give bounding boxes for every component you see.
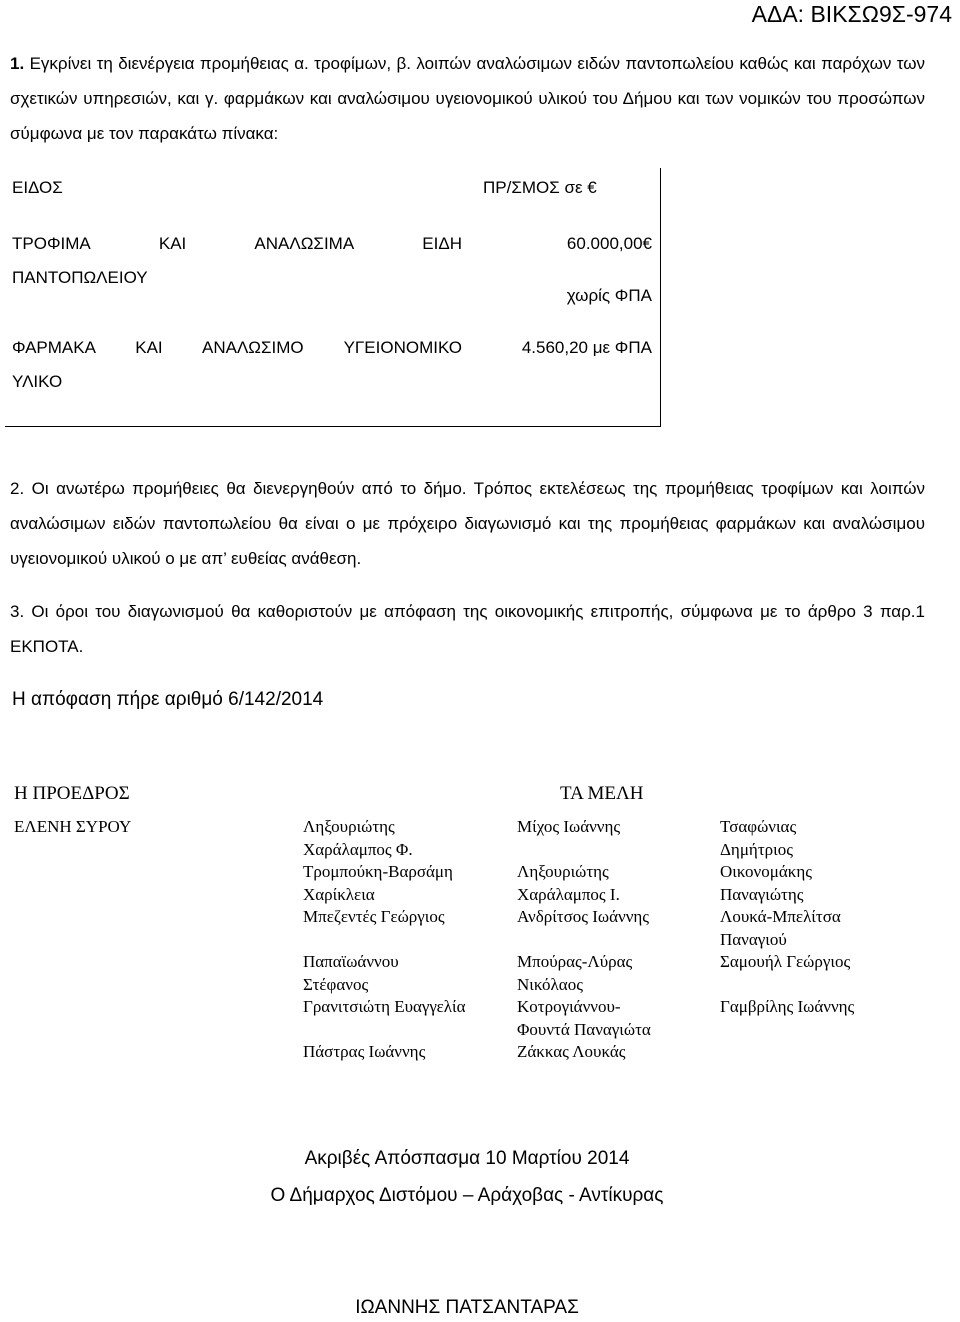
member-line: Φουντά Παναγιώτα (517, 1019, 651, 1039)
row1-item-line1: ΤΡΟΦΙΜΑ ΚΑΙ ΑΝΑΛΩΣΙΜΑ ΕΙΔΗ (12, 234, 462, 253)
member-line: Γρανιτσιώτη Ευαγγελία (303, 997, 466, 1016)
member-line: Γαμβρίλης Ιωάννης (720, 997, 855, 1016)
accurate-extract-line: Ακριβές Απόσπασμα 10 Μαρτίου 2014 (304, 1148, 630, 1169)
member-line (720, 974, 854, 997)
member-line (303, 1019, 466, 1042)
member-line: Μίχος Ιωάννης (517, 817, 621, 836)
item-3-text: Οι όροι του διαγωνισμού θα καθοριστούν με απόφαση της οικονομικής επιτροπής, σύμφωνα με το άρθρο 3 παρ.1 ΕΚΠΟΤΑ. (10, 602, 925, 656)
member-line: Τρομπούκη-Βαρσάμη (303, 862, 453, 881)
member-line (720, 1019, 854, 1042)
president-title: Η ΠΡΟΕΔΡΟΣ (14, 783, 130, 804)
item-3 (10, 594, 925, 664)
decision-number: Η απόφαση πήρε αριθμό 6/142/2014 (12, 689, 324, 710)
member-line (517, 839, 651, 862)
member-line (303, 929, 466, 952)
item-2 (10, 471, 925, 576)
member-line: Τσαφώνιας (720, 817, 797, 836)
members-column-2 (517, 816, 651, 1064)
member-line: Σαμουήλ Γεώργιος (720, 952, 851, 971)
member-line: Λουκά-Μπελίτσα (720, 907, 841, 926)
item-3-number: 3. (10, 602, 25, 621)
mayor-title: Ο Δήμαρχος Διστόμου – Αράχοβας - Αντίκυρας (270, 1185, 664, 1206)
row2-item-line1: ΦΑΡΜΑΚΑ ΚΑΙ ΑΝΑΛΩΣΙΜΟ ΥΓΕΙΟΝΟΜΙΚΟ (12, 338, 462, 357)
president-name: ΕΛΕΝΗ ΣΥΡΟΥ (14, 817, 132, 836)
members-title: ΤΑ ΜΕΛΗ (560, 783, 644, 804)
member-line: Νικόλαος (517, 974, 583, 994)
ada-code: ΑΔΑ: ΒΙΚΣΩ9Σ-974 (751, 1, 952, 27)
budget-table (5, 168, 661, 427)
table-header-amount: ΠΡ/ΣΜΟΣ σε € (483, 178, 597, 197)
member-line: Κοτρογιάννου- (517, 997, 621, 1016)
member-line: Μπεζεντές Γεώργιος (303, 907, 445, 926)
mayor-name: ΙΩΑΝΝΗΣ ΠΑΤΣΑΝΤΑΡΑΣ (355, 1297, 579, 1318)
member-line: Χαράλαμπος Ι. (517, 884, 620, 904)
member-line: Δημήτριος (720, 839, 793, 859)
row1-amount: 60.000,00€ (566, 234, 652, 253)
item-1-number: 1. (10, 54, 25, 73)
member-line: Ληξουριώτης (517, 862, 609, 881)
item-2-number: 2. (10, 479, 25, 498)
row1-vat-note: χωρίς ΦΠΑ (566, 286, 652, 305)
member-line: Παναγιώτης (720, 884, 804, 904)
item-1-text: Εγκρίνει τη διενέργεια προμήθειας α. τροφίμων, β. λοιπών αναλώσιμων ειδών παντοπωλείου καθώς και παρόχων των σχετικών υπηρεσιών, και γ. φαρμάκων και αναλώσιμου υγειονομικού υλικού του Δήμου και των νομικών του προσώπων σύμφωνα με τον παρακάτω πίνακα: (10, 54, 925, 143)
row2-amount: 4.560,20 με ΦΠΑ (521, 338, 652, 357)
member-line: Οικονομάκης (720, 862, 812, 881)
member-line: Πάστρας Ιωάννης (303, 1042, 426, 1061)
members-column-3 (720, 816, 854, 1064)
item-2-text: Οι ανωτέρω προμήθειες θα διενεργηθούν από το δήμο. Τρόπος εκτελέσεως της προμήθειας τροφίμων και λοιπών αναλώσιμων ειδών παντοπωλείου θα είναι ο με πρόχειρο διαγωνισμό και της προμήθειας φαρμάκων και αναλώσιμου υγειονομικού υλικού ο με απ’ ευθείας ανάθεση. (10, 479, 925, 568)
table-header-item: ΕΙΔΟΣ (12, 178, 63, 197)
member-line: Παπαϊωάννου (303, 952, 399, 971)
item-1 (10, 46, 925, 151)
member-line: Ανδρίτσος Ιωάννης (517, 907, 649, 926)
member-line (720, 1041, 854, 1064)
row1-item-line2: ΠΑΝΤΟΠΩΛΕΙΟΥ (12, 268, 148, 287)
member-line: Μπούρας-Λύρας (517, 952, 633, 971)
member-line (517, 929, 651, 952)
member-line: Παναγιού (720, 929, 787, 949)
member-line: Χαρίκλεια (303, 884, 375, 904)
members-column-1 (303, 816, 466, 1064)
row2-item-line2: ΥΛΙΚΟ (12, 372, 63, 391)
member-line: Χαράλαμπος Φ. (303, 839, 413, 859)
member-line: Ζάκκας Λουκάς (517, 1042, 626, 1061)
member-line: Ληξουριώτης (303, 817, 395, 836)
member-line: Στέφανος (303, 974, 369, 994)
